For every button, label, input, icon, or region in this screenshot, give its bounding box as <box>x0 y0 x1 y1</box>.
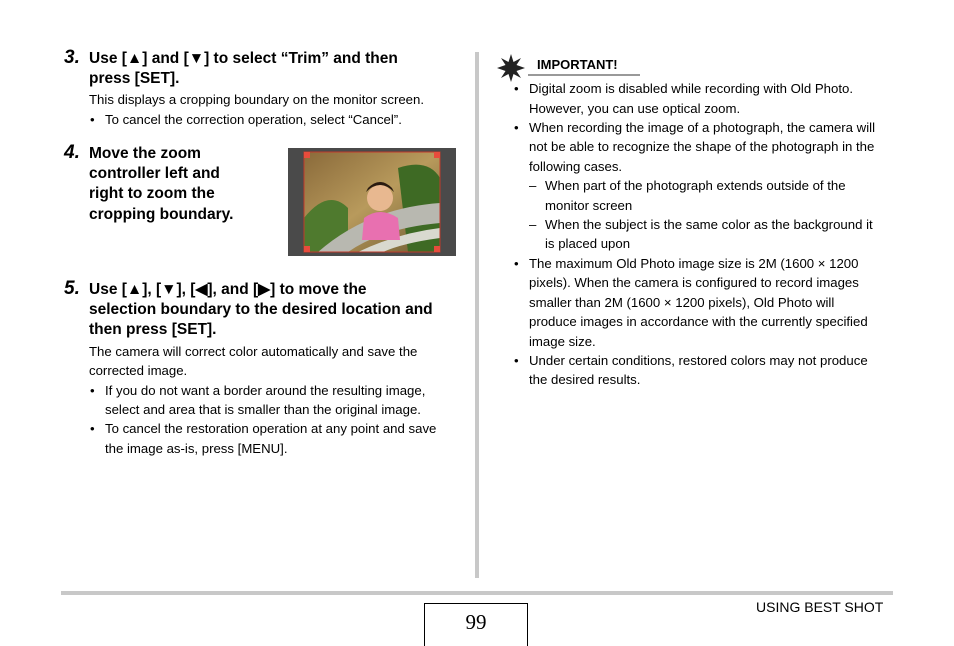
important-bullet-1-line-2: However, you can use optical zoom. <box>529 101 741 116</box>
important-dash-2: – When the subject is the same color as the background it <box>529 217 873 232</box>
important-bullet-2: • When recording the image of a photograph, the camera will <box>514 120 875 135</box>
step-3-number: 3. <box>64 47 80 68</box>
step-5-bullet-1: • If you do not want a border around the resulting image, <box>90 383 426 398</box>
step-3-body: This displays a cropping boundary on the monitor screen. <box>89 92 424 107</box>
important-underline <box>528 74 640 76</box>
important-bullet-1: • Digital zoom is disabled while recording with Old Photo. <box>514 81 853 96</box>
step-5-bullet-1-line-2: select and area that is smaller than the original image. <box>105 402 421 417</box>
step-4-title-line-1: Move the zoom <box>89 145 201 162</box>
important-dash-2-line-2: is placed upon <box>545 236 631 251</box>
step-5-bullet-2: • To cancel the restoration operation at any point and save <box>90 421 437 436</box>
important-bullet-4-line-2: the desired results. <box>529 372 641 387</box>
step-3-title-line-2: press [SET]. <box>89 70 180 87</box>
important-dash-1-line-2: monitor screen <box>545 198 633 213</box>
step-4-title-line-2: controller left and <box>89 165 220 182</box>
starburst-icon <box>497 54 525 82</box>
important-bullet-2-line-2: not be able to recognize the shape of the photograph in the <box>529 139 875 154</box>
step-5-title-line-1: Use [▲], [▼], [◀], and [▶] to move the <box>89 281 367 298</box>
important-bullet-3-line-2: pixels). When the camera is configured to record images <box>529 275 859 290</box>
important-bullet-3-line-3: smaller than 2M (1600 × 1200 pixels), Old Photo will <box>529 295 835 310</box>
step-5-title-line-3: then press [SET]. <box>89 321 217 338</box>
step-5-body-line-2: corrected image. <box>89 363 188 378</box>
step-3-title-line-1: Use [▲] and [▼] to select “Trim” and then <box>89 50 398 67</box>
important-dash-1: – When part of the photograph extends outside of the <box>529 178 846 193</box>
important-bullet-4: • Under certain conditions, restored colors may not produce <box>514 353 868 368</box>
step-5-title-line-2: selection boundary to the desired location and <box>89 301 433 318</box>
step-5-bullet-2-line-2: the image as-is, press [MENU]. <box>105 441 288 456</box>
step-4-number: 4. <box>64 142 80 163</box>
column-divider <box>475 52 479 578</box>
cropping-boundary-photo <box>288 148 456 256</box>
step-3-bullet: • To cancel the correction operation, select “Cancel”. <box>90 112 402 127</box>
footer-rule <box>61 591 893 595</box>
step-4-title-line-3: right to zoom the <box>89 185 215 202</box>
step-5-body-line-1: The camera will correct color automatically and save the <box>89 344 418 359</box>
page-number: 99 <box>424 603 528 646</box>
important-label: IMPORTANT! <box>537 57 618 72</box>
important-bullet-2-line-3: following cases. <box>529 159 623 174</box>
section-title: USING BEST SHOT <box>756 599 884 615</box>
step-4-title-line-4: cropping boundary. <box>89 206 234 223</box>
step-5-number: 5. <box>64 278 80 299</box>
important-bullet-3-line-5: image size. <box>529 334 596 349</box>
important-bullet-3: • The maximum Old Photo image size is 2M (1600 × 1200 <box>514 256 859 271</box>
important-bullet-3-line-4: produce images in accordance with the currently specified <box>529 314 868 329</box>
